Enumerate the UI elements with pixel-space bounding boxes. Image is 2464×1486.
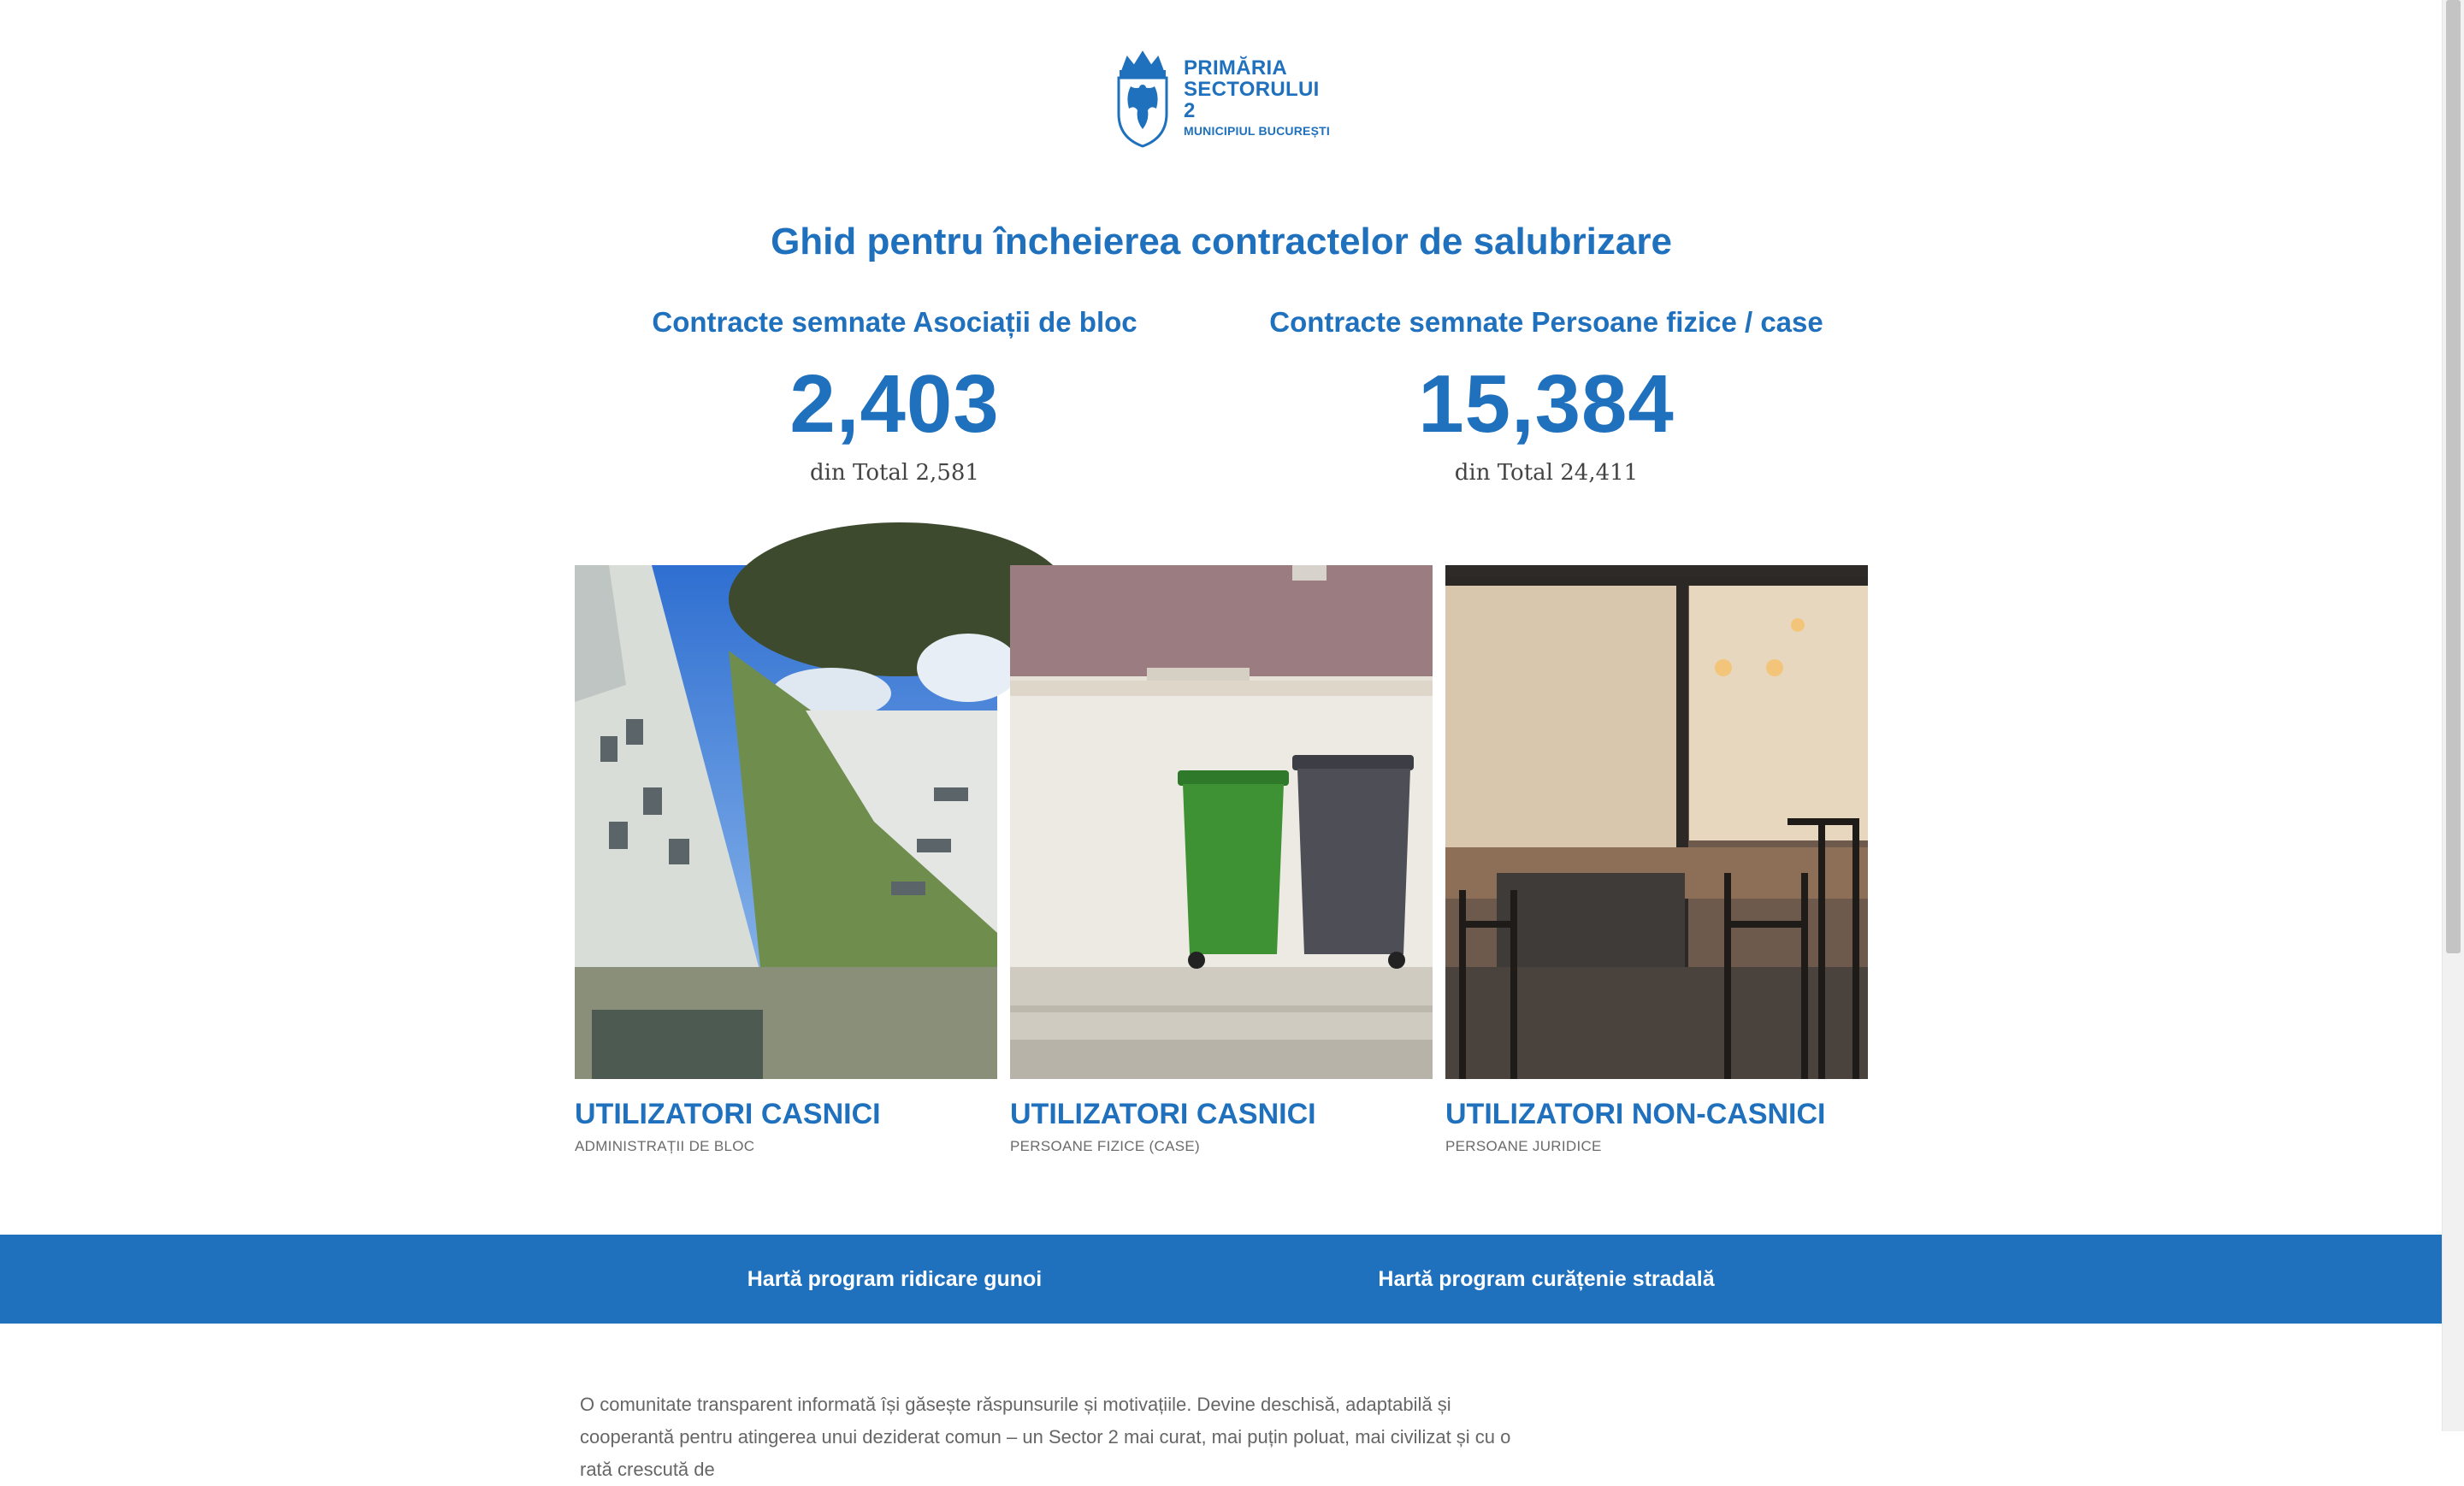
card-subtitle: ADMINISTRAȚII DE BLOC — [575, 1138, 755, 1154]
apartment-building-photo — [575, 565, 997, 1079]
card-title: UTILIZATORI CASNICI — [1010, 1098, 1316, 1130]
logo-line-2: SECTORULUI 2 — [1184, 78, 1320, 123]
stat-total: din Total 2,581 — [810, 460, 979, 486]
scrollbar-thumb[interactable] — [2446, 0, 2461, 953]
stat-block-individuals — [1221, 306, 1871, 486]
stat-block-associations — [570, 306, 1220, 486]
logo-text — [1184, 57, 1332, 138]
stat-title: Contracte semnate Persoane fizice / case — [1269, 306, 1823, 338]
stat-value: 2,403 — [789, 358, 1000, 450]
user-category-cards — [575, 565, 1868, 1164]
logo-line-3: MUNICIPIUL BUCUREȘTI — [1184, 124, 1330, 139]
card-individuals-houses[interactable] — [1010, 565, 1433, 1155]
card-subtitle: PERSOANE JURIDICE — [1445, 1138, 1602, 1154]
trash-bins-photo — [1010, 565, 1433, 1079]
map-links-bar — [0, 1235, 2443, 1324]
coat-of-arms-icon — [1110, 45, 1175, 150]
street-cleaning-map-link[interactable]: Hartă program curățenie stradală — [1378, 1267, 1715, 1291]
card-block-administrations[interactable] — [575, 565, 997, 1155]
stat-title: Contracte semnate Asociații de bloc — [652, 306, 1137, 338]
stat-total: din Total 24,411 — [1454, 460, 1639, 486]
page-title: Ghid pentru încheierea contractelor de salubrizare — [771, 221, 1672, 262]
card-title: UTILIZATORI CASNICI — [575, 1098, 881, 1130]
card-legal-entities[interactable] — [1445, 565, 1868, 1155]
logo[interactable] — [1110, 44, 1332, 150]
stat-value: 15,384 — [1418, 358, 1675, 450]
card-subtitle: PERSOANE FIZICE (CASE) — [1010, 1138, 1200, 1154]
intro-paragraph: O comunitate transparent informată își găsește răspunsurile și motivațiile. Devine deschisă, adaptabilă și cooperantă pentru atingerea unui deziderat comun – un Sector 2 mai curat, mai puțin poluat, mai civilizat și cu o rată crescută de — [580, 1394, 1511, 1480]
waste-collection-map-link[interactable]: Hartă program ridicare gunoi — [747, 1267, 1043, 1291]
logo-line-1: PRIMĂRIA — [1184, 56, 1288, 80]
cafe-interior-photo — [1445, 565, 1868, 1079]
card-title: UTILIZATORI NON-CASNICI — [1445, 1098, 1826, 1130]
vertical-scrollbar[interactable] — [2442, 0, 2464, 1431]
